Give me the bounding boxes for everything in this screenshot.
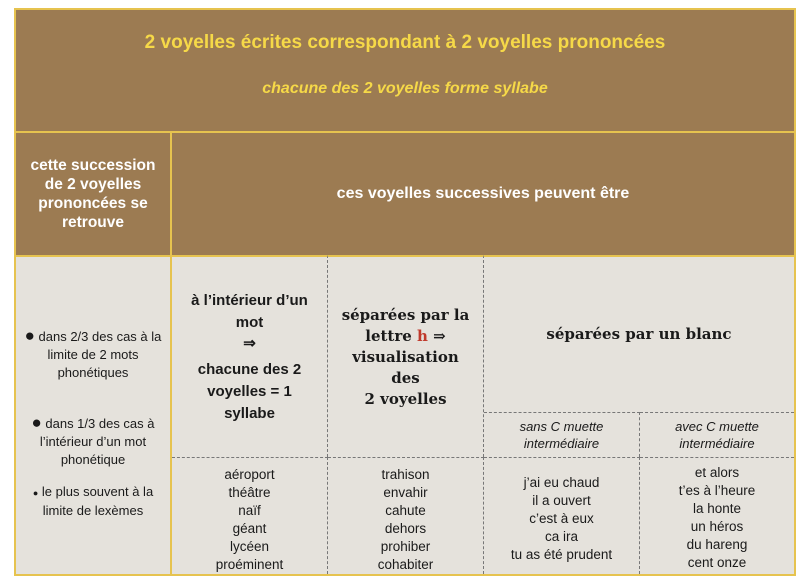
bullet-item-3: ● le plus souvent à la limite de lexèmes (32, 484, 154, 518)
list-item: proéminent (215, 557, 284, 572)
sub-header-avec: avec C muette intermédiaire (640, 412, 794, 457)
col2-line3: 2 voyelles (364, 389, 447, 408)
col2-examples (328, 457, 484, 574)
col3-header-text: séparées par un blanc (546, 325, 732, 343)
list-item: géant (232, 521, 267, 536)
bullet-item-1: ● dans 2/3 des cas à la limite de 2 mots phonétiques (24, 326, 162, 380)
col1-top (172, 255, 328, 457)
list-item: il a ouvert (532, 493, 591, 508)
list-item: lycéen (229, 539, 270, 554)
right-header (172, 131, 794, 255)
list-item: théâtre (228, 485, 271, 500)
col2-line1: séparées par la lettre h ⇒ (341, 305, 470, 345)
list-item: naïf (238, 503, 261, 518)
col3-header (484, 255, 794, 412)
table-title: 2 voyelles écrites correspondant à 2 voyelles prononcées (144, 32, 666, 53)
list-item: cahute (385, 503, 426, 518)
table-subtitle: chacune des 2 voyelles forme syllabe (262, 80, 548, 97)
list-item: cohabiter (377, 557, 434, 572)
list-item: dehors (384, 521, 427, 536)
left-header-text: cette succession de 2 voyelles prononcées se retrouve (30, 157, 156, 231)
list-item: ca ira (544, 529, 578, 544)
col3a-examples (484, 457, 640, 574)
bullet-item-2: ● dans 1/3 des cas à l’intérieur d’un mot phonétique (31, 413, 155, 467)
col2-top (328, 255, 484, 457)
col1-examples (172, 457, 328, 574)
list-item: un héros (690, 519, 744, 534)
bullet-icon: ● (24, 326, 35, 345)
col2-line2: visualisation des (352, 347, 459, 387)
list-item: du hareng (686, 537, 748, 552)
left-body (16, 255, 172, 574)
list-item: envahir (383, 485, 428, 500)
h-letter: h (417, 326, 428, 345)
col1-line1: à l’intérieur d’un mot (191, 291, 308, 331)
title-row (16, 10, 794, 131)
left-header (16, 131, 172, 255)
list-item: aéroport (224, 467, 275, 482)
list-item: et alors (694, 465, 740, 480)
list-item: trahison (381, 467, 430, 482)
sub-header-sans: sans C muette intermédiaire (484, 412, 640, 457)
right-header-text: ces voyelles successives peuvent être (336, 185, 630, 202)
bullet-icon: ● (32, 488, 39, 498)
arrow-icon: ⇒ (243, 335, 256, 353)
list-item: cent onze (687, 555, 747, 570)
list-item: j’ai eu chaud (523, 475, 600, 490)
list-item: t’es à l’heure (678, 483, 756, 498)
list-item: tu as été prudent (510, 547, 613, 562)
col3b-examples (640, 457, 794, 574)
col1-line2: chacune des 2 voyelles = 1 syllabe (197, 361, 302, 422)
list-item: prohiber (380, 539, 431, 554)
bullet-icon: ● (31, 413, 42, 432)
list-item: la honte (692, 501, 742, 516)
list-item: c’est à eux (529, 511, 594, 526)
vowel-table (14, 8, 796, 576)
